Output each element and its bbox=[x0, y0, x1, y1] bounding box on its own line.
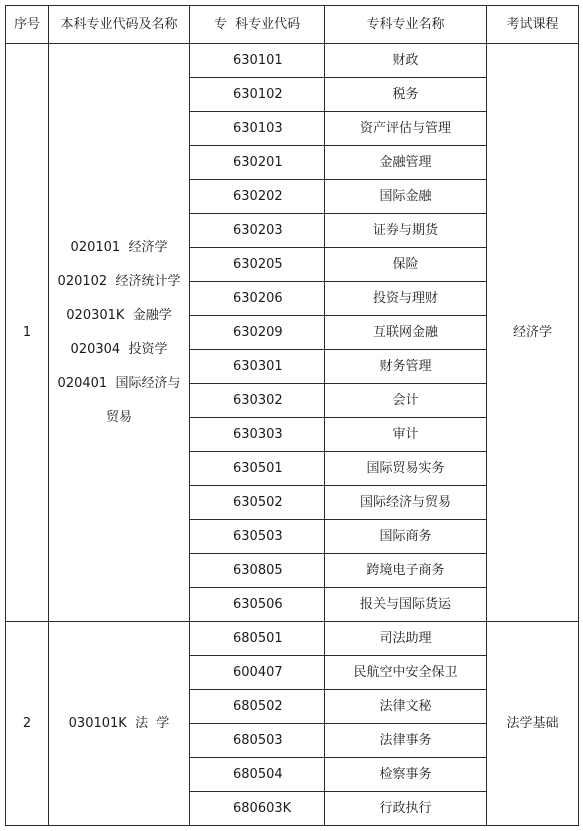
undergrad-major-cell bbox=[49, 622, 190, 826]
college-code-cell: 630201 bbox=[190, 146, 325, 180]
college-code-cell: 630301 bbox=[190, 350, 325, 384]
college-name-cell: 财政 bbox=[325, 44, 487, 78]
college-name-cell: 行政执行 bbox=[325, 792, 487, 826]
college-name-cell: 互联网金融 bbox=[325, 316, 487, 350]
undergrad-major-line: 020101 经济学 bbox=[70, 239, 168, 255]
undergrad-major-line: 020401 国际经济与 bbox=[57, 375, 181, 391]
exam-course-cell: 经济学 bbox=[487, 44, 579, 622]
undergrad-major-cell bbox=[49, 44, 190, 622]
college-name-cell: 审计 bbox=[325, 418, 487, 452]
college-code-cell: 630503 bbox=[190, 520, 325, 554]
college-code-cell: 680504 bbox=[190, 758, 325, 792]
undergrad-major-line: 020102 经济统计学 bbox=[57, 273, 181, 289]
college-code-cell: 630103 bbox=[190, 112, 325, 146]
college-code-cell: 600407 bbox=[190, 656, 325, 690]
college-code-cell: 680503 bbox=[190, 724, 325, 758]
undergrad-major-line: 020304 投资学 bbox=[70, 341, 168, 357]
header-row bbox=[6, 6, 579, 44]
college-name-cell: 跨境电子商务 bbox=[325, 554, 487, 588]
undergrad-major-line: 020301K 金融学 bbox=[66, 307, 172, 323]
college-name-cell: 保险 bbox=[325, 248, 487, 282]
college-name-cell: 民航空中安全保卫 bbox=[325, 656, 487, 690]
header-college-name: 专科专业名称 bbox=[325, 6, 487, 44]
college-name-cell: 资产评估与管理 bbox=[325, 112, 487, 146]
header-exam-course: 考试课程 bbox=[487, 6, 579, 44]
college-code-cell: 680502 bbox=[190, 690, 325, 724]
college-name-cell: 投资与理财 bbox=[325, 282, 487, 316]
college-code-cell: 630506 bbox=[190, 588, 325, 622]
college-code-cell: 680501 bbox=[190, 622, 325, 656]
college-name-cell: 法律文秘 bbox=[325, 690, 487, 724]
table-row bbox=[6, 622, 579, 656]
college-name-cell: 国际商务 bbox=[325, 520, 487, 554]
header-seq: 序号 bbox=[6, 6, 49, 44]
college-code-cell: 680603K bbox=[190, 792, 325, 826]
college-name-cell: 国际贸易实务 bbox=[325, 452, 487, 486]
college-name-cell: 国际经济与贸易 bbox=[325, 486, 487, 520]
college-code-cell: 630302 bbox=[190, 384, 325, 418]
college-code-cell: 630805 bbox=[190, 554, 325, 588]
college-code-cell: 630102 bbox=[190, 78, 325, 112]
exam-course-cell: 法学基础 bbox=[487, 622, 579, 826]
college-code-cell: 630203 bbox=[190, 214, 325, 248]
college-code-cell: 630501 bbox=[190, 452, 325, 486]
college-code-cell: 630205 bbox=[190, 248, 325, 282]
college-name-cell: 财务管理 bbox=[325, 350, 487, 384]
undergrad-major-line: 030101K 法 学 bbox=[68, 715, 170, 731]
college-name-cell: 金融管理 bbox=[325, 146, 487, 180]
college-code-cell: 630209 bbox=[190, 316, 325, 350]
major-table bbox=[5, 5, 579, 826]
header-undergrad-major: 本科专业代码及名称 bbox=[49, 6, 190, 44]
college-code-cell: 630206 bbox=[190, 282, 325, 316]
college-code-cell: 630303 bbox=[190, 418, 325, 452]
college-name-cell: 国际金融 bbox=[325, 180, 487, 214]
college-name-cell: 司法助理 bbox=[325, 622, 487, 656]
college-name-cell: 证券与期货 bbox=[325, 214, 487, 248]
college-code-cell: 630101 bbox=[190, 44, 325, 78]
college-name-cell: 会计 bbox=[325, 384, 487, 418]
seq-cell: 1 bbox=[6, 44, 49, 622]
undergrad-major-line: 贸易 bbox=[105, 409, 132, 425]
header-college-code: 专 科专业代码 bbox=[190, 6, 325, 44]
college-name-cell: 税务 bbox=[325, 78, 487, 112]
college-name-cell: 法律事务 bbox=[325, 724, 487, 758]
college-name-cell: 检察事务 bbox=[325, 758, 487, 792]
college-code-cell: 630502 bbox=[190, 486, 325, 520]
college-code-cell: 630202 bbox=[190, 180, 325, 214]
seq-cell: 2 bbox=[6, 622, 49, 826]
table-row bbox=[6, 44, 579, 78]
college-name-cell: 报关与国际货运 bbox=[325, 588, 487, 622]
